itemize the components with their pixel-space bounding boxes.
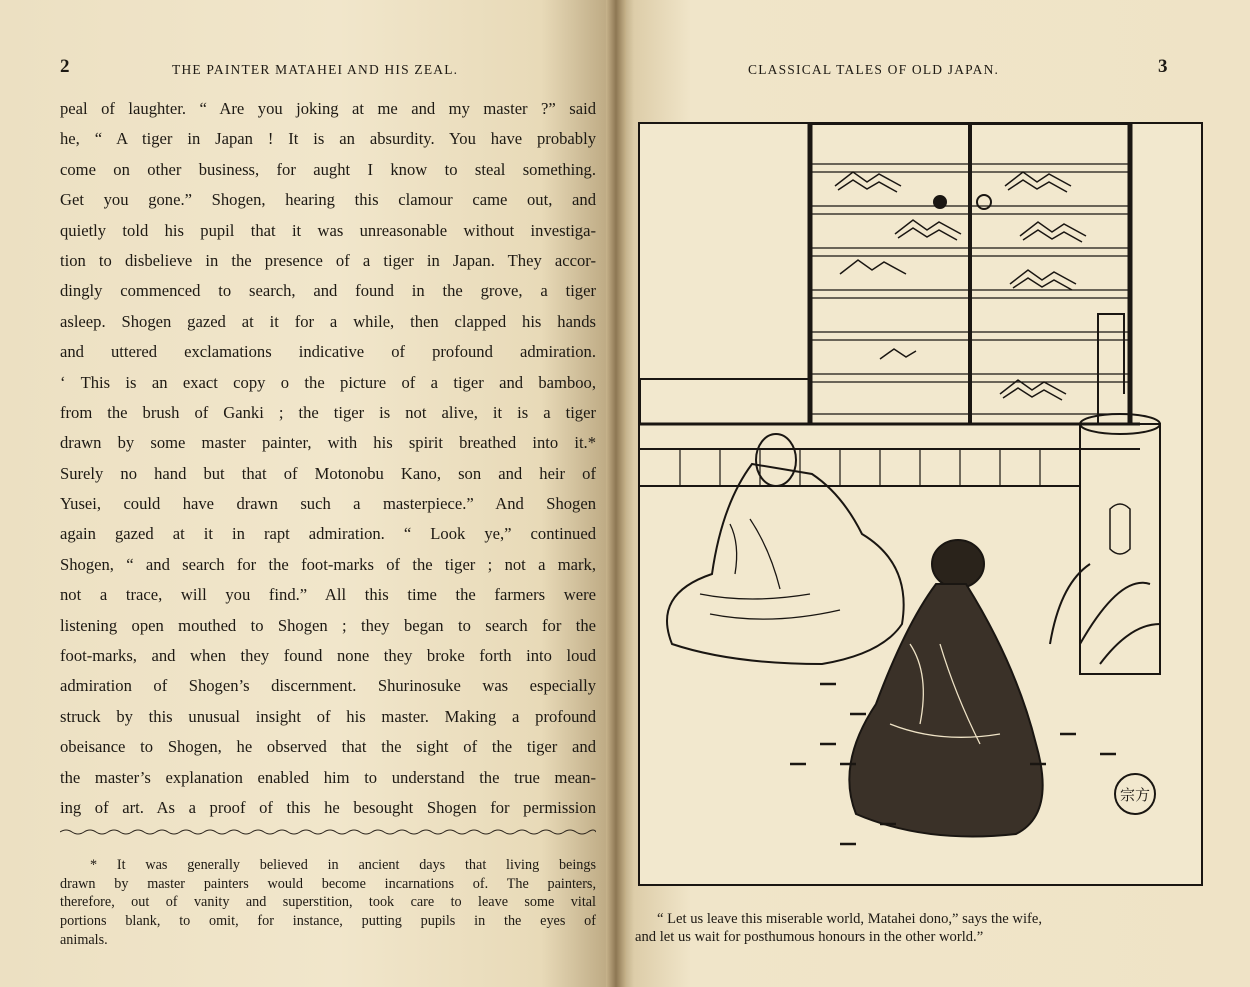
text-line: come on other business, for aught I know to steal something. xyxy=(60,159,596,179)
text-line: drawn by some master painter, with his spirit breathed into it.* xyxy=(60,433,596,453)
text-line: quietly told his pupil that it was unreasonable without investiga- xyxy=(60,220,596,240)
page-number: 2 xyxy=(60,56,70,77)
text-line: asleep. Shogen gazed at it for a while, then clapped his hands xyxy=(60,311,596,331)
text-line: foot-marks, and when they found none they broke forth into loud xyxy=(60,646,596,666)
text-line: admiration of Shogen’s discernment. Shurinosuke was especially xyxy=(60,676,596,696)
text-line: Get you gone.” Shogen, hearing this clamour came out, and xyxy=(60,190,596,210)
text-line: Yusei, could have drawn such a masterpiece.” And Shogen xyxy=(60,494,596,514)
woodblock-illustration xyxy=(640,124,1201,884)
body-text xyxy=(60,94,596,823)
text-line: again gazed at it in rapt admiration. “ Look ye,” continued xyxy=(60,524,596,544)
caption-line: and let us wait for posthumous honours in the other world.” xyxy=(635,929,984,945)
left-page xyxy=(0,0,615,987)
artist-seal-text: 宗方 xyxy=(1119,786,1151,804)
footnote-line: * It was generally believed in ancient days that living beings xyxy=(90,857,596,873)
text-line: and uttered exclamations indicative of profound admiration. xyxy=(60,342,596,362)
running-head: CLASSICAL TALES OF OLD JAPAN. xyxy=(748,62,1000,77)
text-line: he, “ A tiger in Japan ! It is an absurdity. You have probably xyxy=(60,129,596,149)
text-line: peal of laughter. “ Are you joking at me and my master ?” said xyxy=(60,99,596,118)
right-page xyxy=(615,0,1250,987)
text-line: not a trace, will you find.” All this time the farmers were xyxy=(60,585,596,605)
page-number: 3 xyxy=(1158,56,1168,77)
text-line: obeisance to Shogen, he observed that the sight of the tiger and xyxy=(60,737,596,757)
footnote-line: drawn by master painters would become incarnations of. The painters, xyxy=(60,875,596,892)
footnote-rule xyxy=(60,826,596,838)
text-line: Surely no hand but that of Motonobu Kano, son and heir of xyxy=(60,463,596,483)
illustration-caption xyxy=(635,910,1230,946)
text-line: ‘ This is an exact copy o the picture of a tiger and bamboo, xyxy=(60,372,596,392)
text-line: Shogen, “ and search for the foot-marks of the tiger ; not a mark, xyxy=(60,554,596,574)
footnote xyxy=(60,856,596,949)
footnote-line: therefore, out of vanity and superstition, took care to leave some vital xyxy=(60,894,596,911)
text-line: struck by this unusual insight of his master. Making a profound xyxy=(60,706,596,726)
book-gutter xyxy=(606,0,626,987)
footnote-line: animals. xyxy=(60,931,108,948)
text-line: listening open mouthed to Shogen ; they began to search for the xyxy=(60,615,596,635)
text-line: ing of art. As a proof of this he besought Shogen for permission xyxy=(60,797,596,817)
text-line: from the brush of Ganki ; the tiger is not alive, it is a tiger xyxy=(60,402,596,422)
footnote-line: portions blank, to omit, for instance, putting pupils in the eyes of xyxy=(60,913,596,930)
text-line: the master’s explanation enabled him to understand the true mean- xyxy=(60,767,596,787)
running-head: THE PAINTER MATAHEI AND HIS ZEAL. xyxy=(172,62,459,77)
text-line: tion to disbelieve in the presence of a tiger in Japan. They accor- xyxy=(60,250,596,270)
caption-line: “ Let us leave this miserable world, Matahei dono,” says the wife, xyxy=(657,911,1042,927)
illustration xyxy=(638,122,1203,886)
text-line: dingly commenced to search, and found in the grove, a tiger xyxy=(60,281,596,301)
